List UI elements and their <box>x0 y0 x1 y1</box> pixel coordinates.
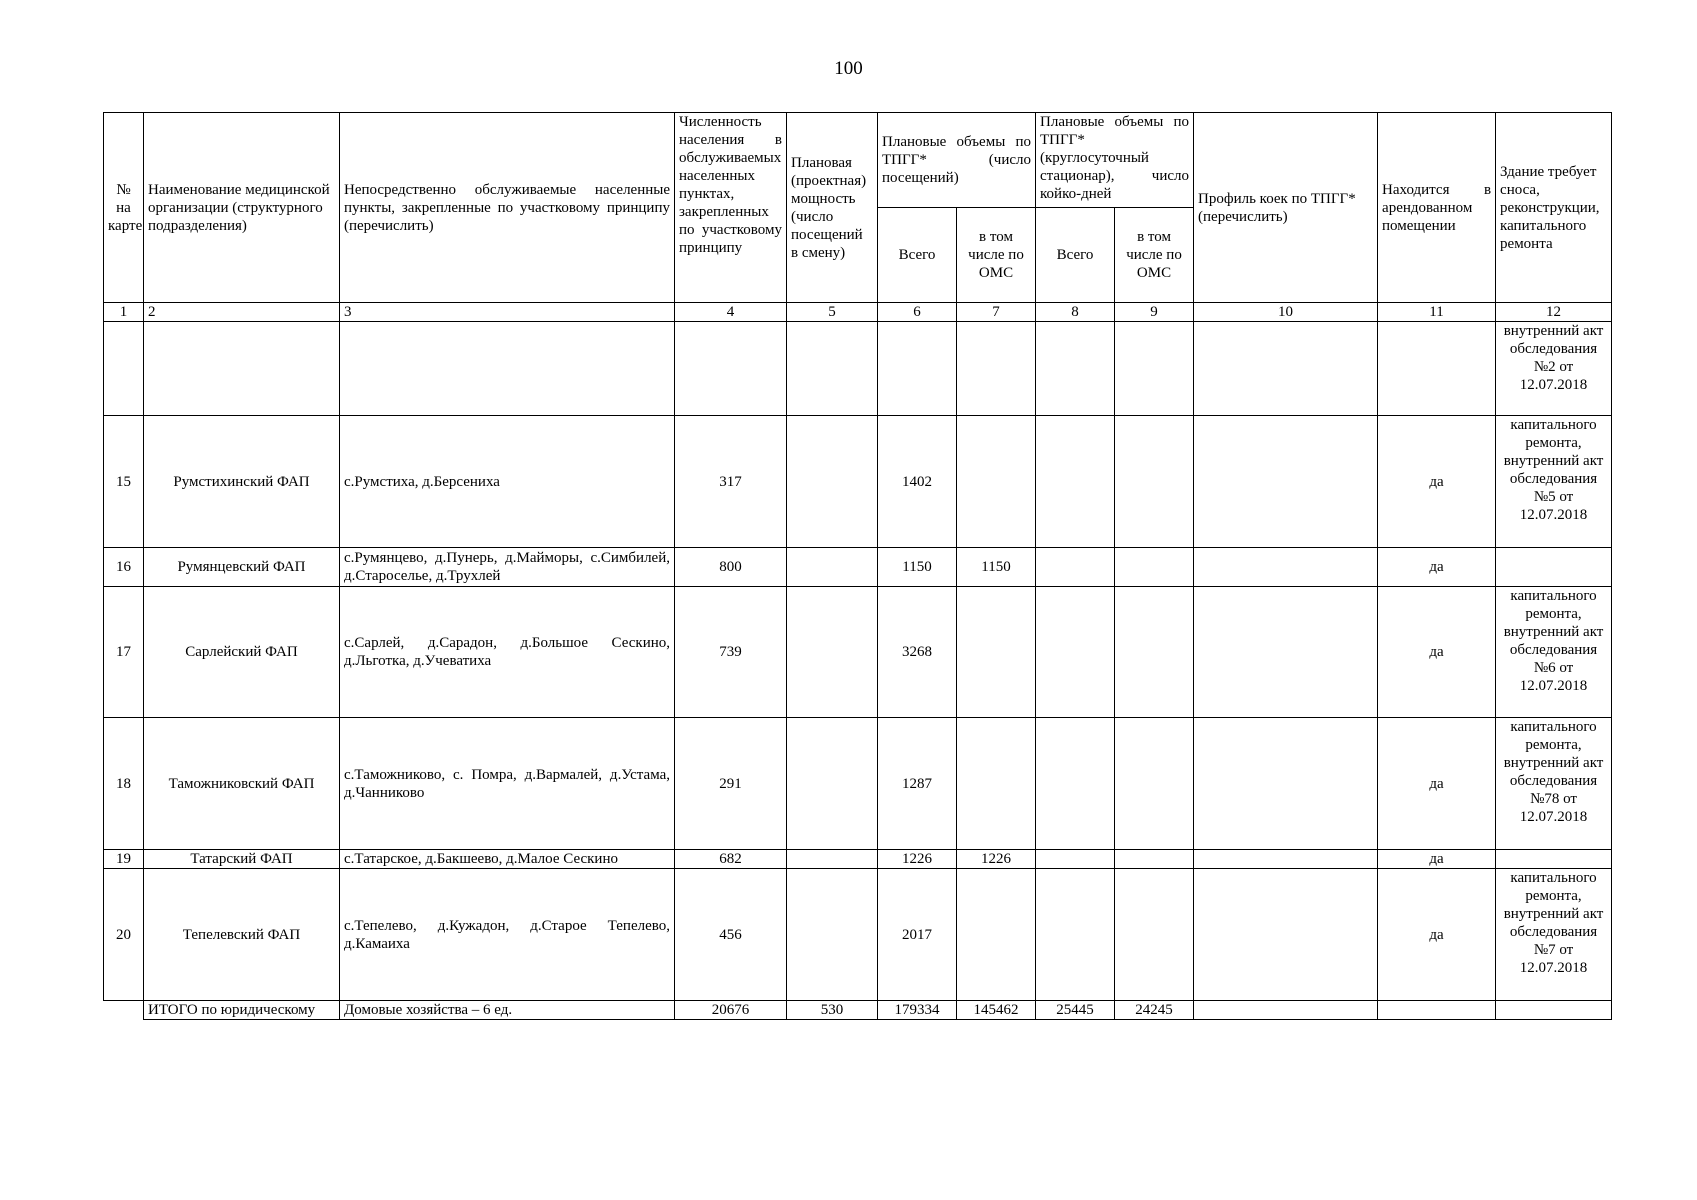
beds-total <box>1036 718 1115 850</box>
row-number: 15 <box>104 416 144 548</box>
beds-oms <box>1115 718 1194 850</box>
rented: да <box>1378 548 1496 587</box>
served-points: с.Румстиха, д.Берсениха <box>340 416 675 548</box>
beds-total <box>1036 548 1115 587</box>
population: 291 <box>675 718 787 850</box>
visits-total: 1150 <box>878 548 957 587</box>
table-row <box>104 322 1612 416</box>
beds-oms <box>1115 587 1194 718</box>
row-number: 19 <box>104 850 144 869</box>
rented: да <box>1378 587 1496 718</box>
population: 682 <box>675 850 787 869</box>
visits-oms <box>957 322 1036 416</box>
beds-oms <box>1115 850 1194 869</box>
repair-note <box>1496 548 1612 587</box>
visits-oms: 1226 <box>957 850 1036 869</box>
total-profile <box>1194 1001 1378 1020</box>
population: 456 <box>675 869 787 1001</box>
visits-oms <box>957 718 1036 850</box>
total-rented <box>1378 1001 1496 1020</box>
total-repair <box>1496 1001 1612 1020</box>
repair-note: капитального ремонта, внутренний акт обследования №5 от 12.07.2018 <box>1496 416 1612 548</box>
header-col3: Непосредственно обслуживаемые населенные пункты, закрепленные по участковому принципу (перечислить) <box>340 113 675 303</box>
visits-total: 3268 <box>878 587 957 718</box>
facilities-table <box>103 112 1612 1020</box>
facility-name: Сарлейский ФАП <box>144 587 340 718</box>
visits-total: 2017 <box>878 869 957 1001</box>
beds-total <box>1036 416 1115 548</box>
table-row <box>104 718 1612 850</box>
row-number: 20 <box>104 869 144 1001</box>
facility-name: Таможниковский ФАП <box>144 718 340 850</box>
row-number: 18 <box>104 718 144 850</box>
beds-total <box>1036 322 1115 416</box>
served-points: с.Тепелево, д.Кужадон, д.Старое Тепелево, д.Камаиха <box>340 869 675 1001</box>
total-beds-total: 25445 <box>1036 1001 1115 1020</box>
visits-oms <box>957 587 1036 718</box>
total-population: 20676 <box>675 1001 787 1020</box>
served-points: с.Таможниково, с. Помра, д.Вармалей, д.Устама, д.Чанниково <box>340 718 675 850</box>
header-col8: Всего <box>1036 208 1115 303</box>
capacity <box>787 869 878 1001</box>
row-number: 17 <box>104 587 144 718</box>
total-points: Домовые хозяйства – 6 ед. <box>340 1001 675 1020</box>
header-col12: Здание требует сноса, реконструкции, капитального ремонта <box>1496 113 1612 303</box>
table-row <box>104 850 1612 869</box>
column-number: 2 <box>144 303 340 322</box>
row-number: 16 <box>104 548 144 587</box>
repair-note: внутренний акт обследования №2 от 12.07.2018 <box>1496 322 1612 416</box>
bed-profile <box>1194 322 1378 416</box>
total-label: ИТОГО по юридическому <box>144 1001 340 1020</box>
facility-name: Татарский ФАП <box>144 850 340 869</box>
total-capacity: 530 <box>787 1001 878 1020</box>
facility-name: Румянцевский ФАП <box>144 548 340 587</box>
table-row <box>104 587 1612 718</box>
served-points: с.Румянцево, д.Пунерь, д.Майморы, с.Симбилей, д.Староселье, д.Трухлей <box>340 548 675 587</box>
total-blank-cell <box>104 1001 144 1020</box>
facility-name <box>144 322 340 416</box>
header-col9: в том числе по ОМС <box>1115 208 1194 303</box>
column-numbers-row <box>104 303 1612 322</box>
beds-oms <box>1115 548 1194 587</box>
repair-note <box>1496 850 1612 869</box>
header-col7: в том числе по ОМС <box>957 208 1036 303</box>
header-col4: Численность населения в обслуживаемых населенных пунктах, закрепленных по участковому принципу <box>675 113 787 303</box>
population: 317 <box>675 416 787 548</box>
beds-oms <box>1115 416 1194 548</box>
total-beds-oms: 24245 <box>1115 1001 1194 1020</box>
column-number: 10 <box>1194 303 1378 322</box>
header-col6-7: Плановые объемы по ТПГГ* (число посещений) <box>878 113 1036 208</box>
total-row <box>104 1001 1612 1020</box>
rented: да <box>1378 416 1496 548</box>
column-number: 11 <box>1378 303 1496 322</box>
served-points: с.Татарское, д.Бакшеево, д.Малое Сескино <box>340 850 675 869</box>
visits-total <box>878 322 957 416</box>
visits-oms <box>957 416 1036 548</box>
rented: да <box>1378 869 1496 1001</box>
table-body <box>104 322 1612 1020</box>
visits-total: 1287 <box>878 718 957 850</box>
total-visits-total: 179334 <box>878 1001 957 1020</box>
capacity <box>787 718 878 850</box>
facility-name: Румстихинский ФАП <box>144 416 340 548</box>
visits-total: 1402 <box>878 416 957 548</box>
beds-total <box>1036 869 1115 1001</box>
served-points: с.Сарлей, д.Сарадон, д.Большое Сескино, д.Льготка, д.Учеватиха <box>340 587 675 718</box>
table-row <box>104 869 1612 1001</box>
header-col8-9: Плановые объемы по ТПГГ* (круглосуточный стационар), число койко-дней <box>1036 113 1194 208</box>
served-points <box>340 322 675 416</box>
header-col1: № на карте <box>104 113 144 303</box>
row-number <box>104 322 144 416</box>
column-number: 3 <box>340 303 675 322</box>
beds-oms <box>1115 869 1194 1001</box>
facility-name: Тепелевский ФАП <box>144 869 340 1001</box>
column-number: 5 <box>787 303 878 322</box>
table-row <box>104 416 1612 548</box>
header-col2: Наименование медицинской организации (структурного подразделения) <box>144 113 340 303</box>
beds-total <box>1036 587 1115 718</box>
table-row <box>104 548 1612 587</box>
column-number: 8 <box>1036 303 1115 322</box>
repair-note: капитального ремонта, внутренний акт обследования №6 от 12.07.2018 <box>1496 587 1612 718</box>
column-number: 4 <box>675 303 787 322</box>
header-col11: Находится в арендованном помещении <box>1378 113 1496 303</box>
bed-profile <box>1194 869 1378 1001</box>
bed-profile <box>1194 850 1378 869</box>
visits-total: 1226 <box>878 850 957 869</box>
rented <box>1378 322 1496 416</box>
population <box>675 322 787 416</box>
beds-total <box>1036 850 1115 869</box>
bed-profile <box>1194 548 1378 587</box>
repair-note: капитального ремонта, внутренний акт обследования №7 от 12.07.2018 <box>1496 869 1612 1001</box>
capacity <box>787 416 878 548</box>
bed-profile <box>1194 416 1378 548</box>
capacity <box>787 587 878 718</box>
column-number: 6 <box>878 303 957 322</box>
header-col5: Плановая (проектная) мощность (число посещений в смену) <box>787 113 878 303</box>
visits-oms: 1150 <box>957 548 1036 587</box>
visits-oms <box>957 869 1036 1001</box>
beds-oms <box>1115 322 1194 416</box>
column-number: 12 <box>1496 303 1612 322</box>
page-number: 100 <box>834 58 863 79</box>
column-number: 9 <box>1115 303 1194 322</box>
column-number: 7 <box>957 303 1036 322</box>
capacity <box>787 322 878 416</box>
rented: да <box>1378 850 1496 869</box>
header-col6: Всего <box>878 208 957 303</box>
header-col10: Профиль коек по ТПГГ* (перечислить) <box>1194 113 1378 303</box>
capacity <box>787 850 878 869</box>
rented: да <box>1378 718 1496 850</box>
population: 800 <box>675 548 787 587</box>
bed-profile <box>1194 718 1378 850</box>
bed-profile <box>1194 587 1378 718</box>
population: 739 <box>675 587 787 718</box>
capacity <box>787 548 878 587</box>
total-visits-oms: 145462 <box>957 1001 1036 1020</box>
column-number: 1 <box>104 303 144 322</box>
repair-note: капитального ремонта, внутренний акт обследования №78 от 12.07.2018 <box>1496 718 1612 850</box>
